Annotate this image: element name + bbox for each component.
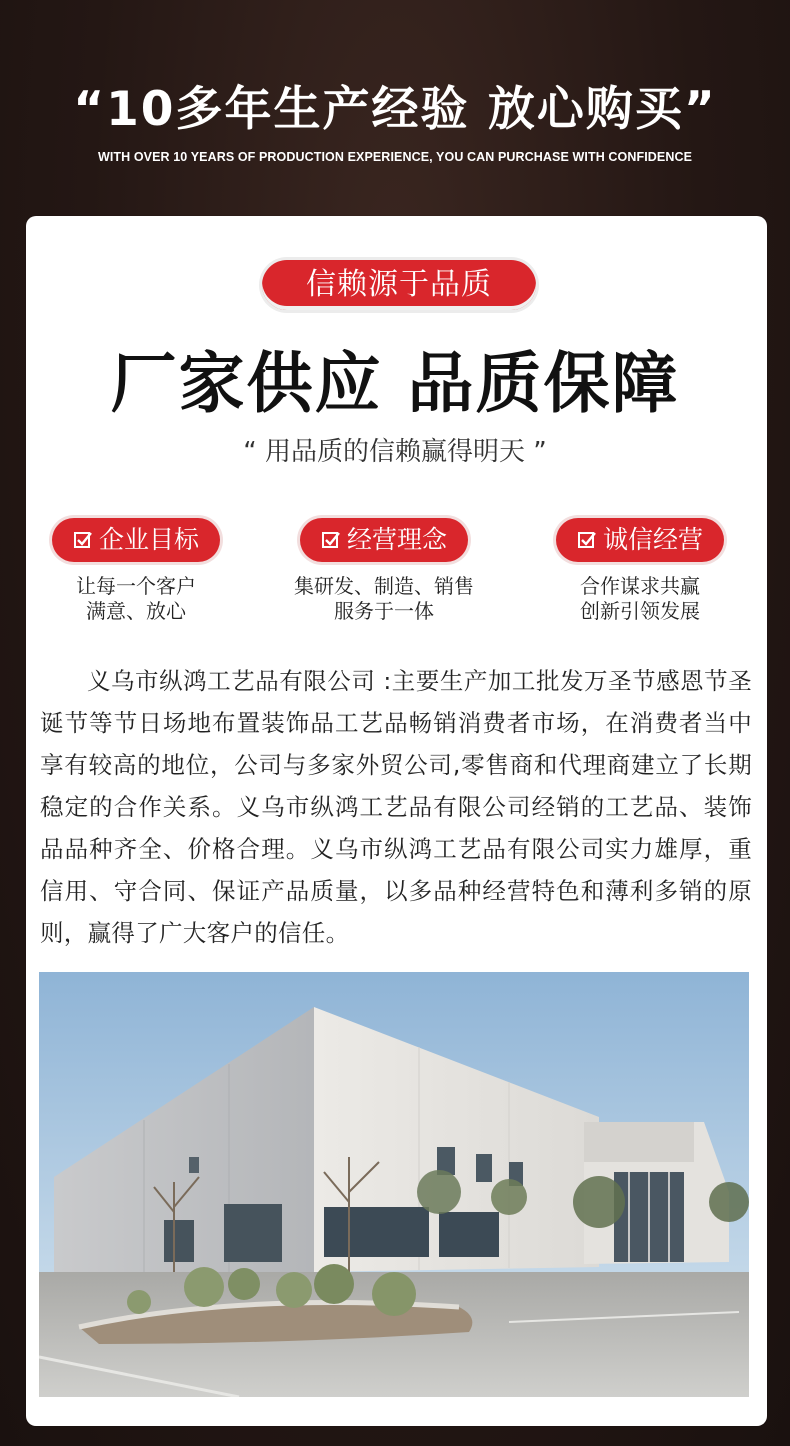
caption-line: 服务于一体	[334, 599, 434, 623]
slogan: “ 用品质的信赖赢得明天 ”	[243, 437, 547, 467]
feature-label: 经营理念	[346, 525, 447, 554]
main-heading: 厂家供应 品质保障	[110, 345, 680, 422]
quality-tag: 信赖源于品质	[262, 260, 536, 310]
feature-label: 企业目标	[98, 525, 199, 554]
feature-caption-goal	[16, 574, 256, 624]
company-description: 义乌市纵鸿工艺品有限公司 :主要生产加工批发万圣节感恩节圣诞节等节日场地布置装饰品工艺品畅销消费者市场，在消费者当中享有较高的地位，公司与多家外贸公司,零售商和代理商建立了长期稳定的合作关系。义乌市纵鸿工艺品有限公司经销的工艺品、装饰品品种齐全、价格合理。义乌市纵鸿工艺品有限公司实力雄厚，重信用、守合同、保证产品质量，以多品种经营特色和薄利多销的原则，赢得了广大客户的信任。	[40, 667, 752, 947]
page-subtitle: WITH OVER 10 YEARS OF PRODUCTION EXPERIENCE, YOU CAN PURCHASE WITH CONFIDENCE	[97, 150, 693, 164]
feature-badge-goal	[52, 518, 220, 562]
feature-label: 诚信经营	[602, 525, 703, 554]
check-square-icon	[577, 530, 597, 550]
feature-badge-integrity	[556, 518, 724, 562]
feature-badge-philosophy	[300, 518, 468, 562]
page-title: “10多年生产经验 放心购买”	[73, 82, 717, 137]
caption-line: 满意、放心	[86, 599, 186, 623]
check-square-icon	[73, 530, 93, 550]
feature-caption-philosophy	[264, 574, 504, 624]
caption-line: 集研发、制造、销售	[294, 574, 474, 598]
factory-building-image	[39, 972, 749, 1397]
caption-line: 合作谋求共赢	[580, 574, 700, 598]
header-banner	[0, 0, 790, 215]
caption-line: 让每一个客户	[76, 574, 196, 598]
caption-line: 创新引领发展	[580, 599, 700, 623]
check-square-icon	[321, 530, 341, 550]
feature-caption-integrity	[520, 574, 760, 624]
